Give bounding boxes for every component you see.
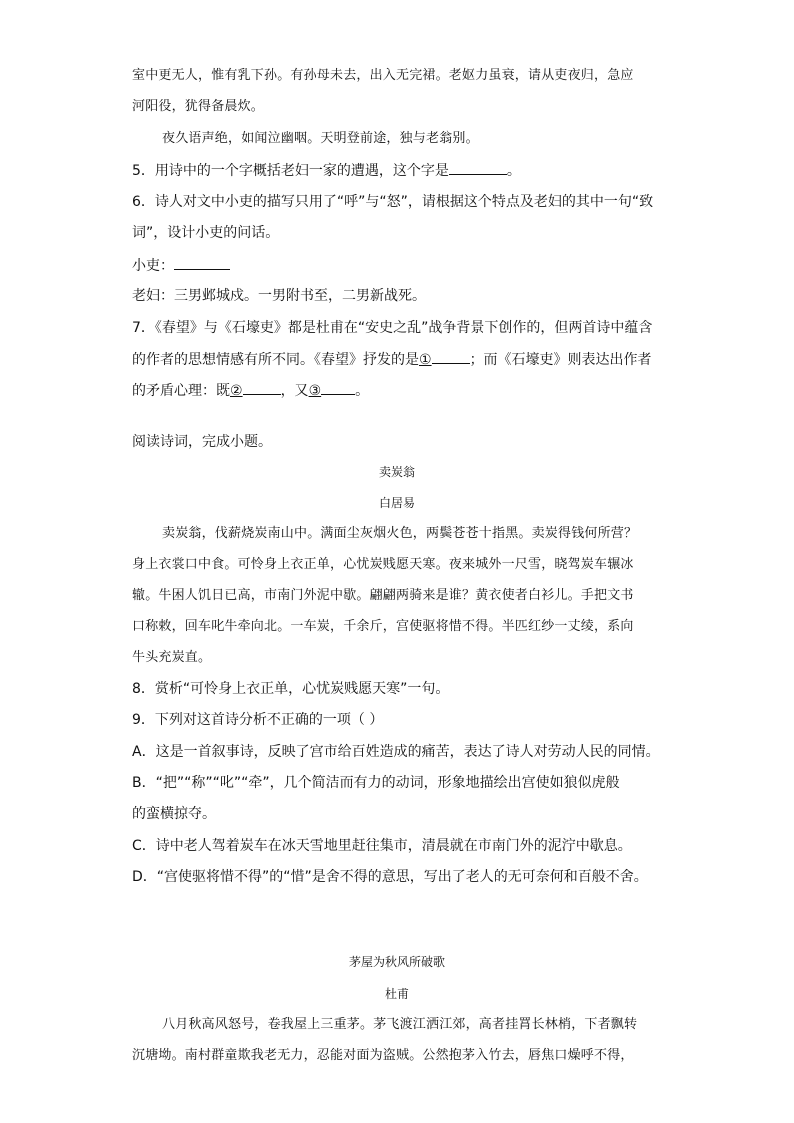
question-5-suffix: 。 <box>506 163 521 179</box>
officer-line <box>132 255 230 276</box>
option-c[interactable]: C．诗中老人驾着炭车在冰天雪地里赶往集市，清晨就在市南门外的泥泞中歇息。 <box>132 838 632 854</box>
poem3-author: 杜甫 <box>384 987 409 1001</box>
poem2-line-2: 身上衣裳口中食。可怜身上衣正单，心忧炭贱愿天寒。夜来城外一尺雪，晓驾炭车辗冰 <box>132 557 634 572</box>
option-b-line-1[interactable]: B．“把”“称”“叱”“牵”，几个简洁而有力的动词，形象地描绘出宫使如狼似虎般 <box>132 775 620 791</box>
question-7-text: 的作者的思想情感有所不同。《春望》抒发的是 <box>132 352 419 368</box>
question-9-stem: 9．下列对这首诗分析不正确的一项（ ） <box>132 712 384 728</box>
question-5-text: 5．用诗中的一个字概括老妇一家的遭遇，这个字是 <box>132 163 449 179</box>
poem2-author: 白居易 <box>378 496 415 510</box>
question-7-text: 。 <box>355 383 370 399</box>
blank-marker-2: ② <box>230 383 243 399</box>
old-woman-line: 老妇：三男邺城戍。一男附书至，二男新战死。 <box>132 288 426 304</box>
poem2-line-5: 牛头充炭直。 <box>132 650 212 665</box>
poem3-title: 茅屋为秋风所破歌 <box>348 955 445 969</box>
option-a[interactable]: A．这是一首叙事诗，反映了宫市给百姓造成的痛苦，表达了诗人对劳动人民的同情。 <box>132 744 660 760</box>
option-b-line-2[interactable]: 的蛮横掠夺。 <box>132 806 216 822</box>
answer-blank[interactable] <box>321 380 355 395</box>
option-d[interactable]: D．“宫使驱将惜不得”的“惜”是舍不得的意思，写出了老人的无可奈何和百般不舍。 <box>132 869 648 885</box>
poem2-line-1: 卖炭翁，伐薪烧炭南山中。满面尘灰烟火色，两鬓苍苍十指黑。卖炭得钱何所营？ <box>162 526 638 541</box>
question-5 <box>132 160 521 181</box>
poem3-line-1: 八月秋高风怒号，卷我屋上三重茅。茅飞渡江洒江郊，高者挂罥长林梢，下者飘转 <box>162 1017 638 1032</box>
question-7-text: 的矛盾心理：既 <box>132 383 230 399</box>
officer-label: 小吏： <box>132 258 174 274</box>
poem1-line-3: 夜久语声绝，如闻泣幽咽。天明登前途，独与老翁别。 <box>162 131 479 146</box>
blank-marker-1: ① <box>419 352 432 368</box>
answer-blank[interactable] <box>432 349 470 364</box>
answer-blank[interactable] <box>174 255 230 270</box>
answer-blank[interactable] <box>449 160 507 175</box>
reading-instruction: 阅读诗词，完成小题。 <box>132 434 272 450</box>
poem1-line-1: 室中更无人，惟有乳下孙。有孙母未去，出入无完裙。老妪力虽衰，请从吏夜归，急应 <box>132 68 634 83</box>
question-6-line-1: 6．诗人对文中小吏的描写只用了“呼”与“怒”，请根据这个特点及老妇的其中一句“致 <box>132 194 654 210</box>
poem1-line-2: 河阳役，犹得备晨炊。 <box>132 99 265 114</box>
poem3-line-2: 沉塘坳。南村群童欺我老无力，忍能对面为盗贼。公然抱茅入竹去，唇焦口燥呼不得， <box>132 1048 634 1063</box>
question-7-line-3 <box>132 380 369 401</box>
blank-marker-3: ③ <box>308 383 322 399</box>
question-7-text: ，又 <box>280 383 309 399</box>
question-7-text: ；而《石壕吏》则表达出作者 <box>469 352 652 368</box>
question-8: 8．赏析“可怜身上衣正单，心忧炭贱愿天寒”一句。 <box>132 681 450 697</box>
poem2-title: 卖炭翁 <box>378 465 415 479</box>
answer-blank[interactable] <box>243 380 281 395</box>
poem2-line-4: 口称敕，回车叱牛牵向北。一车炭，千余斤，宫使驱将惜不得。半匹红纱一丈绫，系向 <box>132 619 634 634</box>
question-6-line-2: 词”，设计小吏的问话。 <box>132 225 280 241</box>
question-7-line-1: 7．《春望》与《石壕吏》都是杜甫在“安史之乱”战争背景下创作的，但两首诗中蕴含 <box>132 320 653 336</box>
question-7-line-2 <box>132 349 652 370</box>
poem2-line-3: 辙。牛困人饥日已高，市南门外泥中歇。翩翩两骑来是谁？黄衣使者白衫儿。手把文书 <box>132 588 634 603</box>
